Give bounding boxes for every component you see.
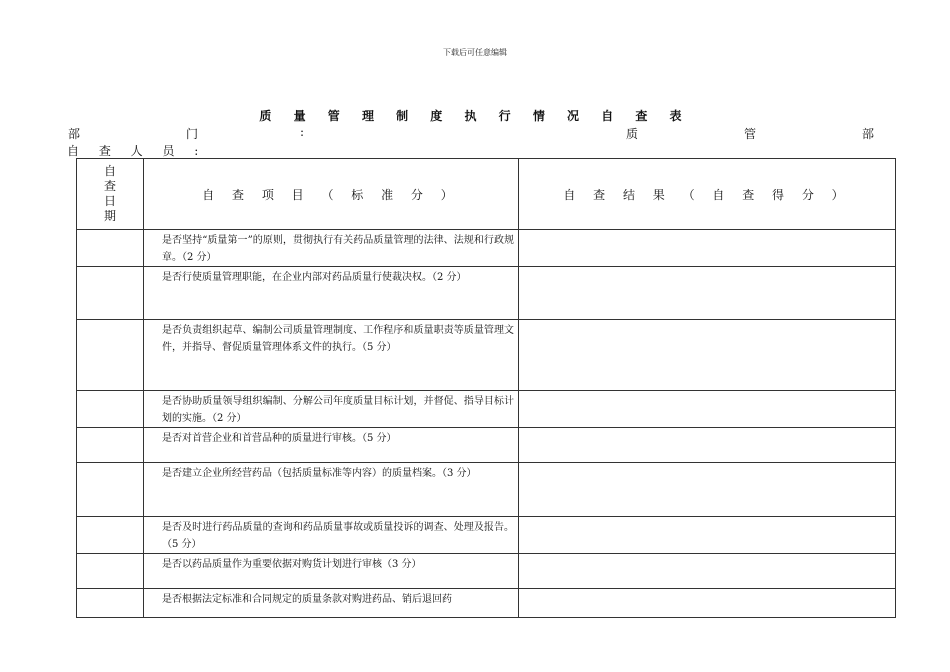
item-cell: 是否协助质量领导组织编制、分解公司年度质量目标计划，并督促、指导目标计划的实施。（2 分）: [144, 391, 519, 428]
result-cell[interactable]: [519, 589, 896, 618]
dept-char: 管: [744, 127, 757, 141]
result-cell[interactable]: [519, 230, 896, 267]
table-row: [77, 267, 896, 320]
document-title: 质 量 管 理 制 度 执 行 情 况 自 查 表: [259, 109, 691, 123]
item-cell: 是否对首营企业和首营品种的质量进行审核。（5 分）: [144, 428, 519, 463]
item-cell: 是否坚持“质量第一”的原则，贯彻执行有关药品质量管理的法律、法规和行政规章。（2 分）: [144, 230, 519, 267]
table-row: [77, 463, 896, 517]
self-check-table: [76, 158, 896, 618]
item-cell: 是否以药品质量作为重要依据对购货计划进行审核（3 分）: [144, 554, 519, 589]
table-row: [77, 391, 896, 428]
item-cell: 是否及时进行药品质量的查询和药品质量事故或质量投诉的调查、处理及报告。（5 分）: [144, 517, 519, 554]
dept-char: 门: [186, 127, 199, 141]
header-result: 自 查 结 果 （ 自 查 得 分 ）: [519, 159, 896, 230]
item-cell: 是否负责组织起草、编制公司质量管理制度、工作程序和质量职责等质量管理文件，并指导、督促质量管理体系文件的执行。（5 分）: [144, 320, 519, 391]
date-cell[interactable]: [77, 267, 144, 320]
table-row: [77, 517, 896, 554]
result-cell[interactable]: [519, 320, 896, 391]
table-row: [77, 554, 896, 589]
table-row: [77, 428, 896, 463]
result-cell[interactable]: [519, 517, 896, 554]
department-line: [68, 125, 874, 141]
dept-char: 部: [862, 127, 875, 141]
table-row: [77, 320, 896, 391]
header-date-char: 查: [103, 179, 116, 193]
result-cell[interactable]: [519, 391, 896, 428]
item-cell: 是否行使质量管理职能，在企业内部对药品质量行使裁决权。（2 分）: [144, 267, 519, 320]
date-cell[interactable]: [77, 230, 144, 267]
result-cell[interactable]: [519, 267, 896, 320]
table-row: [77, 589, 896, 618]
date-cell[interactable]: [77, 428, 144, 463]
date-cell[interactable]: [77, 517, 144, 554]
dept-char: 质: [626, 127, 639, 141]
header-date-char: 自: [103, 164, 116, 178]
date-cell[interactable]: [77, 463, 144, 517]
dept-colon: :: [300, 125, 305, 139]
result-cell[interactable]: [519, 463, 896, 517]
header-item: 自 查 项 目 （ 标 准 分 ）: [144, 159, 519, 230]
item-cell: 是否建立企业所经营药品（包括质量标准等内容）的质量档案。（3 分）: [144, 463, 519, 517]
header-note: 下载后可任意编辑: [443, 48, 507, 57]
dept-char: 部: [68, 127, 81, 141]
header-date: [77, 159, 144, 230]
item-cell: 是否根据法定标准和合同规定的质量条款对购进药品、销后退回药: [144, 589, 519, 618]
date-cell[interactable]: [77, 554, 144, 589]
header-date-char: 日: [103, 194, 116, 208]
date-cell[interactable]: [77, 320, 144, 391]
header-date-char: 期: [103, 209, 116, 223]
inspector-line: 自 查 人 员 :: [67, 144, 207, 158]
table-header-row: [77, 159, 896, 230]
result-cell[interactable]: [519, 554, 896, 589]
table-row: [77, 230, 896, 267]
date-cell[interactable]: [77, 391, 144, 428]
date-cell[interactable]: [77, 589, 144, 618]
result-cell[interactable]: [519, 428, 896, 463]
